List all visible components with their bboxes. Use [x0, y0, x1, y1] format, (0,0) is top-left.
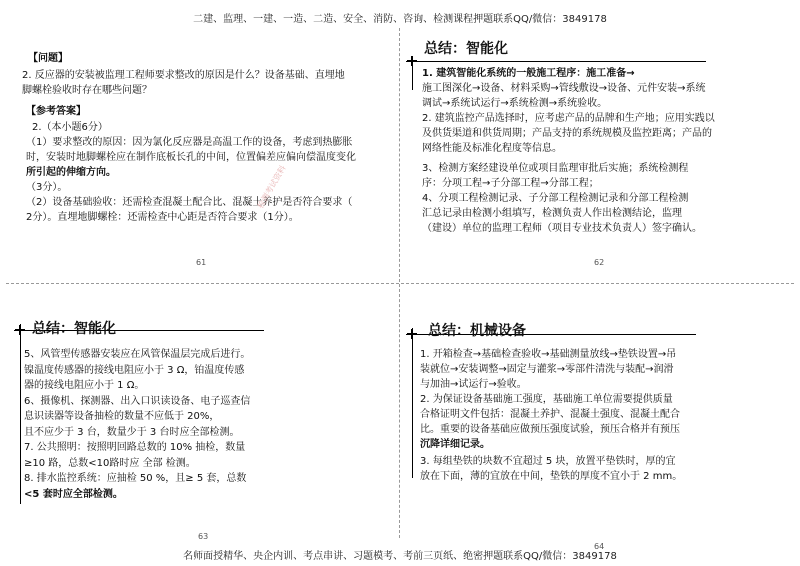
slide-line: 时，安装时地脚螺栓应在制作底板长孔的中间，位置偏差应偏向偿温度变化: [26, 152, 356, 163]
divider-horizontal: [6, 283, 794, 284]
page-number: 64: [594, 542, 605, 551]
page-number: 61: [196, 258, 207, 267]
corner-tick: [407, 329, 417, 339]
slide-line: 【问题】: [28, 53, 68, 64]
slide-line: （2）设备基础验收：还需检查混凝土配合比、混凝土养护是否符合要求（: [26, 197, 353, 208]
page-footer: 名师面授精华、央企内训、考点串讲、习题模考、考前三页纸、绝密押题联系QQ/微信：3849178: [183, 551, 617, 562]
slide-line: 息识读器等设备抽检的数量不应低于 20%，: [24, 411, 220, 422]
slide-line: 与加油→试运行→验收。: [420, 379, 527, 390]
slide-line: 汇总记录由检测小组填写，检测负责人作出检测结论，监理: [422, 208, 682, 219]
slide-line: 镍温度传感器的接线电阻应小于 3 Ω，铂温度传感: [24, 365, 245, 376]
slide-line: 合格证明文件包括：混凝土养护、混凝土强度、混凝土配合: [420, 409, 680, 420]
corner-tick: [15, 325, 25, 335]
corner-tick: [407, 56, 417, 66]
page-number: 63: [198, 532, 209, 541]
slide-63: [8, 292, 398, 542]
slide-61: [8, 30, 398, 280]
slide-line: 脚螺栓验收时存在哪些问题？: [22, 85, 152, 96]
slide-title: 总结：智能化: [32, 321, 116, 337]
slide-line: 器的接线电阻应小于 1 Ω。: [24, 380, 145, 391]
slide-line: 2. 为保证设备基础施工强度，基础施工单位需要提供质量: [420, 394, 673, 405]
slide-line: 比。重要的设备基础应做预压强度试验，预压合格并有预压: [420, 424, 680, 435]
bracket-mark: [412, 328, 413, 478]
slide-line: （建设）单位的监理工程师（项目专业技术负责人）签字确认。: [422, 223, 702, 234]
slide-line: 网络性能及标准化程度等信息。: [422, 143, 562, 154]
slide-line: 2分）。直埋地脚螺栓：还需检查中心距是否符合要求（1分）。: [26, 212, 299, 223]
slide-line: <5 套时应全部检测。: [24, 489, 123, 500]
slide-line: 【参考答案】: [26, 106, 86, 117]
slide-line: 及供货渠道和供货周期；产品支持的系统规模及监控距离；产品的: [422, 128, 712, 139]
slide-62: [404, 30, 794, 280]
slide-line: 沉降详细记录。: [420, 439, 490, 450]
slide-line: 3、检测方案经建设单位或项目监理审批后实施；系统检测程: [422, 163, 689, 174]
watermark: 检测考试资料: [255, 163, 288, 210]
slide-line: 4、分项工程检测记录、子分部工程检测记录和分部工程检测: [422, 193, 689, 204]
slide-line: 1. 建筑智能化系统的一般施工程序：施工准备→: [422, 68, 635, 79]
page-header: 二建、监理、一建、一造、二造、安全、消防、咨询、检测课程押题联系QQ/微信：3849178: [193, 14, 607, 25]
slide-line: 2. 反应器的安装被监理工程师要求整改的原因是什么？设备基础、直埋地: [22, 70, 345, 81]
slide-line: 装就位→安装调整→固定与灌浆→零部件清洗与装配→润滑: [420, 364, 674, 375]
slide-line: 放在下面，薄的宜放在中间，垫铁的厚度不宜小于 2 mm。: [420, 471, 683, 482]
slide-line: 调试→系统试运行→系统检测→系统验收。: [422, 98, 608, 109]
slide-line: 6、摄像机、探测器、出入口识读设备、电子巡查信: [24, 396, 251, 407]
slide-line: 8. 排水监控系统：应抽检 50 %，且≥ 5 套，总数: [24, 473, 247, 484]
slide-line: 5、风管型传感器安装应在风管保温层完成后进行。: [24, 349, 251, 360]
page-number: 62: [594, 258, 605, 267]
slide-64: [404, 292, 794, 551]
slide-line: 3. 每组垫铁的块数不宜超过 5 块，放置平垫铁时，厚的宜: [420, 456, 676, 467]
slide-line: 序：分项工程→子分部工程→分部工程；: [422, 178, 599, 189]
slide-line: 1. 开箱检查→基础检查验收→基础测量放线→垫铁设置→吊: [420, 349, 677, 360]
divider-vertical: [399, 28, 400, 538]
slide-line: 2.（本小题6分）: [32, 122, 108, 133]
slide-line: 2. 建筑监控产品选择时，应考虑产品的品牌和生产地；应用实践以: [422, 113, 715, 124]
slide-line: 7. 公共照明：按照明回路总数的 10% 抽检，数量: [24, 442, 246, 453]
slide-line: 施工图深化→设备、材料采购→管线敷设→设备、元件安装→系统: [422, 83, 706, 94]
slide-line: （1）要求整改的原因：因为氯化反应器是高温工作的设备，考虑到热膨胀: [26, 137, 353, 148]
slide-line: ≥10 路，总数<10路时应 全部 检测。: [24, 458, 196, 469]
slide-title: 总结：智能化: [424, 41, 508, 57]
bracket-mark: [406, 61, 706, 62]
slide-line: 所引起的伸缩方向。: [26, 167, 116, 178]
bracket-mark: [20, 324, 21, 504]
slide-title: 总结：机械设备: [428, 323, 526, 339]
slide-line: （3分）。: [26, 182, 68, 193]
slide-line: 且不应少于 3 台，数量少于 3 台时应全部检测。: [24, 427, 240, 438]
